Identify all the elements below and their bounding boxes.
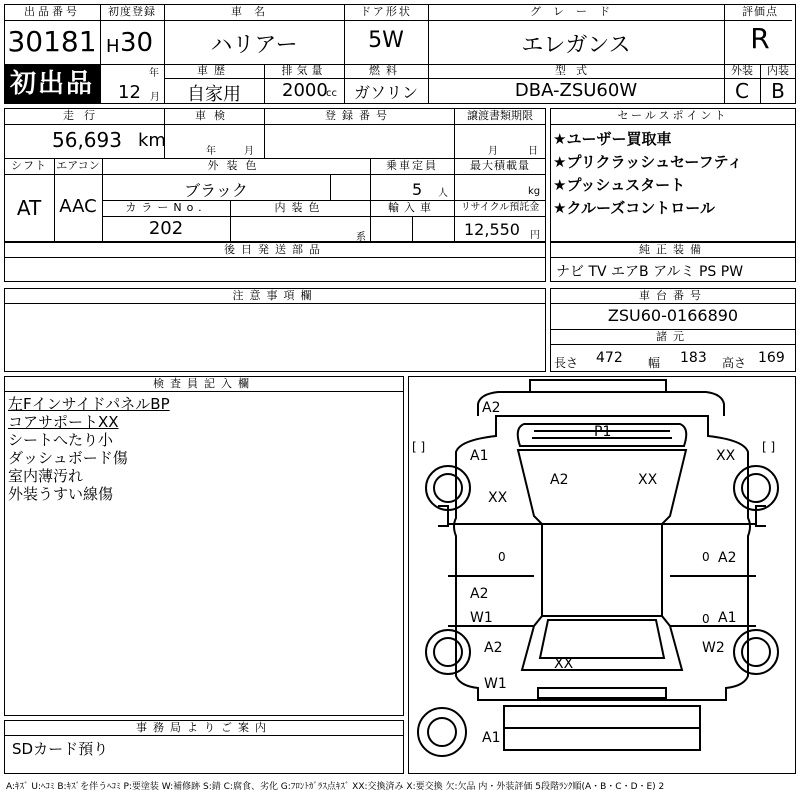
import-label: 輸入車: [388, 201, 436, 214]
fuel: ガソリン: [353, 83, 418, 102]
office-note: SDカード預り: [12, 740, 109, 758]
inspector-note: 左FインサイドパネルBP: [8, 395, 170, 413]
year-unit: 年: [149, 68, 159, 79]
later-parts-label: 後日発送部品: [224, 243, 326, 256]
car-name: ハリアー: [210, 33, 298, 58]
interior-color-label: 内装色: [274, 201, 326, 214]
damage-label-hood-left: A2: [550, 472, 569, 488]
shift-label: シフト: [11, 159, 47, 172]
dims-label: 諸元: [656, 330, 690, 343]
height-label: 高さ: [722, 356, 747, 370]
interior-grade: B: [771, 79, 785, 103]
mileage-label: 走行: [63, 109, 105, 122]
mileage: 56,693: [52, 128, 122, 152]
selling-point: ★プリクラッシュセーフティ: [553, 153, 743, 171]
length: 472: [596, 350, 623, 366]
recycle-fee: 12,550: [464, 220, 520, 239]
notes-label: 注意事項欄: [232, 289, 318, 302]
ac: AAC: [59, 196, 97, 217]
mileage-unit: km: [138, 130, 166, 151]
damage-label-right-front-fender: XX: [716, 448, 736, 464]
inspection-month-unit: 月: [244, 146, 254, 157]
damage-label-left-rear-fender-a: A2: [484, 640, 503, 656]
car-name-label: 車名: [231, 5, 277, 18]
inspector-note: コアサポートXX: [8, 413, 119, 431]
recycle-label: リサイクル預託金: [460, 202, 540, 213]
damage-label-left-front-door: 0: [498, 550, 506, 564]
damage-label-right-front-door: 0: [702, 550, 710, 564]
month-unit: 月: [150, 92, 160, 103]
lot-number-label: 出品番号: [24, 5, 80, 18]
exterior-grade-label: 外装: [731, 64, 753, 77]
exterior-color: ブラック: [184, 181, 248, 200]
year: 30: [120, 28, 154, 58]
bracket-right: [ ]: [762, 440, 776, 454]
reg-number-label: 登録番号: [325, 109, 393, 122]
transfer-docs-label: 譲渡書類期限: [467, 109, 533, 122]
damage-label-left-front-fender-x: XX: [488, 490, 508, 506]
capacity-label: 乗車定員: [386, 159, 438, 172]
transfer-month-unit: 月: [488, 146, 498, 157]
inspection-label: 車検: [195, 109, 233, 122]
door-label: ドア形状: [360, 5, 412, 18]
score: R: [750, 22, 770, 55]
capacity: 5: [412, 180, 423, 199]
inspector-label: 検査員記入欄: [153, 377, 255, 390]
month: 12: [118, 82, 141, 103]
width-label: 幅: [648, 356, 661, 370]
equipment: ナビ TV エアB アルミ PS PW: [556, 264, 744, 280]
inspector-note: 外装うすい線傷: [8, 485, 114, 503]
grade-label: グレード: [530, 5, 622, 18]
length-label: 長さ: [554, 356, 579, 370]
damage-label-trunk: XX: [554, 656, 574, 672]
legend-text: A:ｷｽﾞ U:ﾍｺﾐ B:ｷｽﾞを伴うﾍｺﾐ P:要塗装 W:補修跡 S:錆 C:腐食、劣化 G:ﾌﾛﾝﾄｶﾞﾗｽ点ｷｽﾞ XX:交換済み X:要交換 欠:欠品 内・外装評価 5段階ﾗﾝｸ順(A・B・C・D・E) 2: [6, 782, 665, 792]
history-label: 車歴: [197, 64, 231, 77]
inspector-note: 室内薄汚れ: [8, 467, 84, 485]
shift: AT: [16, 196, 42, 220]
damage-label-right-rear-fender-w: W2: [702, 640, 725, 656]
bracket-left: [ ]: [412, 440, 426, 454]
exterior-grade: C: [735, 79, 749, 103]
damage-label-right-rear-door-0: 0: [702, 612, 710, 626]
transfer-day-unit: 日: [528, 146, 538, 157]
model-code-label: 型式: [555, 64, 597, 77]
damage-label-left-rear-door-a: A2: [470, 586, 489, 602]
damage-label-rear-bumper: A1: [482, 730, 501, 746]
door: 5W: [368, 28, 404, 53]
max-load-unit: kg: [528, 186, 541, 197]
lot-number: 30181: [7, 25, 97, 58]
displacement-unit: cc: [326, 88, 337, 99]
damage-label-hood-right: XX: [638, 472, 658, 488]
inspector-note: ダッシュボード傷: [8, 449, 128, 467]
equipment-label: 純正装備: [639, 243, 707, 256]
model-code: DBA-ZSU60W: [514, 80, 638, 101]
exterior-color-label: 外装色: [207, 159, 265, 172]
grade: エレガンス: [521, 33, 631, 58]
selling-point: ★ユーザー買取車: [553, 130, 672, 148]
recycle-unit: 円: [530, 230, 540, 241]
chassis-number: ZSU60-0166890: [607, 306, 739, 325]
height: 169: [758, 350, 785, 366]
color-no: 202: [148, 218, 184, 239]
damage-label-right-rear-door-a: A1: [718, 610, 737, 626]
selling-points-label: セールスポイント: [617, 109, 729, 122]
score-label: 評価点: [742, 5, 778, 18]
ac-label: エアコン: [56, 159, 100, 172]
damage-label-left-rear-door-w: W1: [470, 610, 493, 626]
interior-grade-label: 内装: [767, 64, 789, 77]
damage-label-left-front-fender-a: A1: [470, 448, 489, 464]
damage-label-roof: P1: [594, 424, 612, 440]
damage-label-front-bumper: A2: [482, 400, 501, 416]
inspector-note: シートへたり小: [8, 431, 114, 449]
capacity-unit: 人: [438, 188, 448, 199]
first-reg-label: 初度登録: [108, 5, 156, 18]
office-label: 事務局よりご案内: [136, 721, 272, 734]
interior-color-unit: 系: [356, 232, 366, 243]
chassis-label: 車台番号: [639, 289, 707, 302]
first-listing-text: 初出品: [9, 69, 94, 99]
era: H: [106, 36, 120, 57]
fuel-label: 燃料: [369, 64, 403, 77]
history: 自家用: [187, 84, 241, 105]
damage-label-left-rear-fender-w: W1: [484, 676, 507, 692]
inspection-year-unit: 年: [206, 146, 216, 157]
width: 183: [680, 350, 707, 366]
selling-point: ★クルーズコントロール: [553, 199, 715, 217]
color-no-label: カラーNo.: [125, 201, 207, 214]
max-load-label: 最大積載量: [470, 159, 530, 172]
damage-label-right-front-door-a: A2: [718, 550, 737, 566]
selling-point: ★プッシュスタート: [553, 176, 686, 194]
displacement: 2000: [282, 80, 328, 101]
displacement-label: 排気量: [281, 64, 327, 77]
